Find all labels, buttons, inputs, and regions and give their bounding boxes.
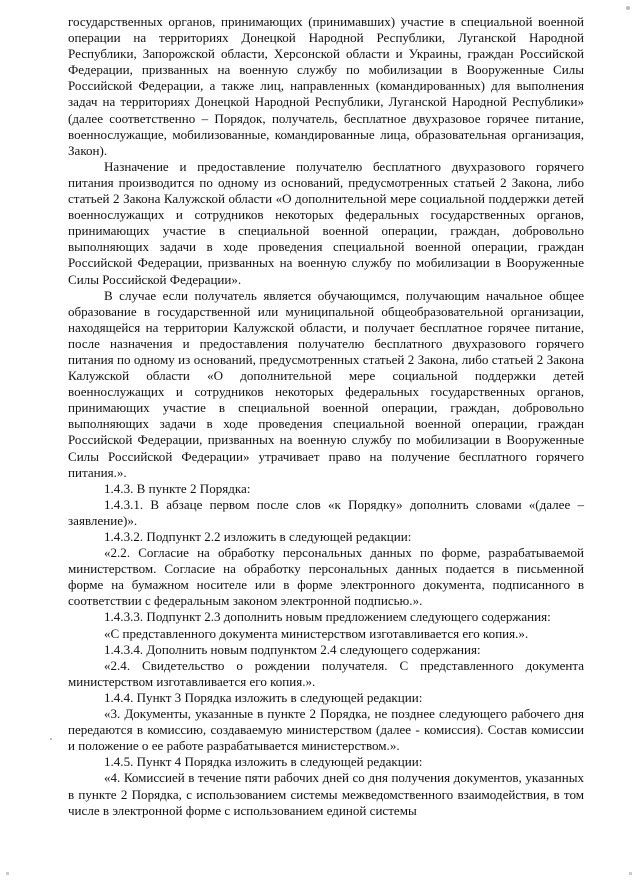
paragraph-1-4-3-4: 1.4.3.4. Дополнить новым подпунктом 2.4 следующего содержания: (104, 641, 481, 657)
paragraph-student-case: В случае если получатель является обучающимся, получающим начальное общее образование в государственной или муниципальной общеобразовательной организации, находящейся на территории Калужской области, и получает бесплатное горячее питание, после назначения и предоставления получателю бесплатного двухразового горячего питания по одному из оснований, предусмотренных статьей 2 Закона, либо статьей 2 Закона Калужской области «О дополнительной мере социальной поддержки детей военнослужащих и сотрудников некоторых федеральных государственных органов, принимающих участие в специальной военной операции, граждан, добровольно выполняющих задачи в ходе проведения специальной военной операции, граждан Российской Федерации, призванных на военную службу по мобилизации в Вооруженные Силы Российской Федерации» утрачивает право на получение бесплатного горячего питания.». (68, 287, 584, 480)
scan-speck (50, 738, 52, 740)
paragraph-1-4-3-3: 1.4.3.3. Подпункт 2.3 дополнить новым предложением следующего содержания: (104, 609, 551, 625)
paragraph-1-4-3-2: 1.4.3.2. Подпункт 2.2 изложить в следующей редакции: (104, 529, 412, 544)
paragraph-4-text: «4. Комиссией в течение пяти рабочих дней со дня получения документов, указанных в пункте 2 Порядка, с использованием системы межведомственного взаимодействия, в том числе в электронной форме с использованием единой системы (68, 770, 584, 818)
paragraph-1-4-4: 1.4.4. Пункт 3 Порядка изложить в следующей редакции: (104, 689, 423, 705)
paragraph-meal-assignment: Назначение и предоставление получателю бесплатного двухразового горячего питания производится по одному из оснований, предусмотренных статьей 2 Закона, либо статьей 2 Закона Калужской области «О дополнительной мере социальной поддержки детей военнослужащих и сотрудников некоторых федеральных государственных органов, принимающих участие в специальной военной операции, граждан, добровольно выполняющих задачи в ходе проведения специальной военной операции, граждан Российской Федерации, призванных на военную службу по мобилизации в Вооруженные Силы Российской Федерации». (68, 158, 584, 287)
paragraph-copy-sentence: «С представленного документа министерством изготавливается его копия.». (104, 625, 529, 641)
scan-speck (626, 6, 630, 10)
document-body (68, 14, 584, 819)
paragraph-1-4-3-1: 1.4.3.1. В абзаце первом после слов «к Порядку» дополнить словами «(далее – заявление)». (68, 496, 584, 528)
scan-speck (6, 872, 9, 875)
paragraph-1-4-3: 1.4.3. В пункте 2 Порядка: (104, 480, 251, 496)
paragraph-2-2-text: «2.2. Согласие на обработку персональных данных по форме, разрабатываемой министерством. Согласие на обработку персональных данных подается в письменной форме на бумажном носителе или в форме электронного документа, подписанного в соответствии с федеральным законом электронной подписью.». (68, 545, 584, 609)
scan-speck (629, 872, 632, 875)
paragraph-3-text: «3. Документы, указанные в пункте 2 Порядка, не позднее следующего рабочего дня передаются в комиссию, создаваемую министерством (далее - комиссия). Состав комиссии и положение о ее работе разрабатывается министерством.». (68, 706, 584, 754)
paragraph-1-4-5: 1.4.5. Пункт 4 Порядка изложить в следующей редакции: (104, 754, 423, 770)
paragraph-2-4-text: «2.4. Свидетельство о рождении получателя. С представленного документа министерством изготавливается его копия.». (68, 657, 584, 689)
paragraph-continuation: государственных органов, принимающих (принимавших) участие в специальной военной операции на территориях Донецкой Народной Республики, Луганской Народной Республики, Запорожской области, Херсонской области и Украины, граждан Российской Федерации, призванных на военную службу по мобилизации в Вооруженные Силы Российской Федерации, а также лиц, направленных (командированных) для выполнения задач на территориях Донецкой Народной Республики, Луганской Народной Республики» (далее соответственно – Порядок, получатель, бесплатное двухразовое горячее питание, военнослужащие, мобилизованные, командированные лица, образовательная организация, Закон). (68, 14, 584, 158)
